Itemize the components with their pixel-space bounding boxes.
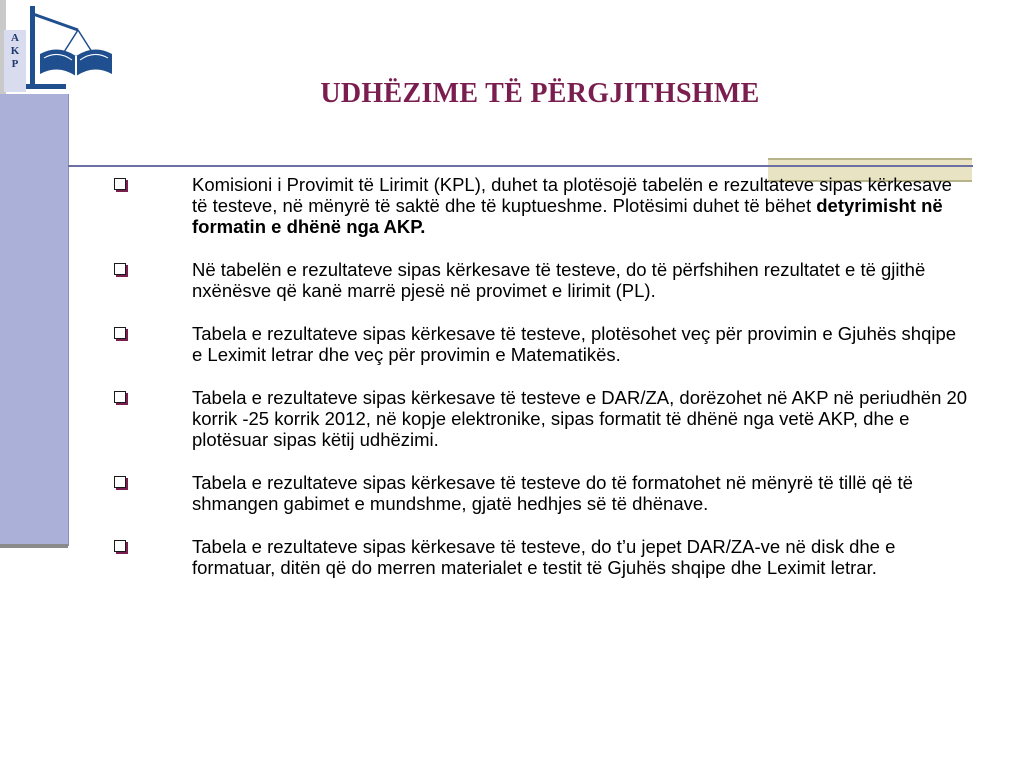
logo-letter: K — [10, 45, 20, 57]
list-item — [110, 259, 970, 301]
checkbox-bullet-icon — [114, 391, 126, 403]
title-divider — [68, 165, 973, 167]
list-item — [110, 387, 970, 450]
checkbox-bullet-icon — [114, 327, 126, 339]
list-item — [110, 174, 970, 237]
list-item-text: Tabela e rezultateve sipas kërkesave të testeve e DAR/ZA, dorëzohet në AKP në periudhën 20 korrik -25 korrik 2012, në kopje elektronike, sipas formatit të dhënë nga vetë AKP, dhe e plotësuar sipas këtij udhëzimi. — [192, 387, 968, 450]
list-item-text: Komisioni i Provimit të Lirimit (KPL), duhet ta plotësojë tabelën e rezultateve sipas kërkesave të testeve, në mënyrë të saktë dhe të kuptueshme. Plotësimi duhet të bëhet — [192, 174, 952, 216]
logo-letter: P — [11, 58, 19, 70]
list-item-text: Në tabelën e rezultateve sipas kërkesave të testeve, do të përfshihen rezultatet e të gjithë nxënësve që kanë marrë pjesë në provimet e lirimit (PL). — [192, 259, 926, 301]
logo-letter: A — [11, 32, 19, 44]
checkbox-bullet-icon — [114, 540, 126, 552]
left-decorative-bar — [0, 94, 69, 546]
list-item-text: Tabela e rezultateve sipas kërkesave të testeve, plotësohet veç për provimin e Gjuhës shqipe e Leximit letrar dhe veç për provimin e Matematikës. — [192, 323, 957, 365]
list-item — [110, 536, 970, 578]
list-item — [110, 472, 970, 514]
list-item-text: Tabela e rezultateve sipas kërkesave të testeve, do t’u jepet DAR/ZA-ve në disk dhe e formatuar, ditën që do merren materialet e testit të Gjuhës shqipe dhe Leximit letrar. — [192, 536, 896, 578]
left-bar-shadow — [0, 544, 68, 548]
list-item-text: Tabela e rezultateve sipas kërkesave të testeve do të formatohet në mënyrë të tillë që të shmangen gabimet e mundshme, gjatë hedhjes së të dhënave. — [192, 472, 913, 514]
checkbox-bullet-icon — [114, 178, 126, 190]
bullet-list — [110, 174, 970, 600]
list-item-bold-text: detyrimisht në formatin e dhënë nga AKP. — [192, 195, 943, 237]
page-title: UDHËZIME TË PËRGJITHSHME — [320, 78, 760, 109]
checkbox-bullet-icon — [114, 476, 126, 488]
list-item — [110, 323, 970, 365]
checkbox-bullet-icon — [114, 263, 126, 275]
